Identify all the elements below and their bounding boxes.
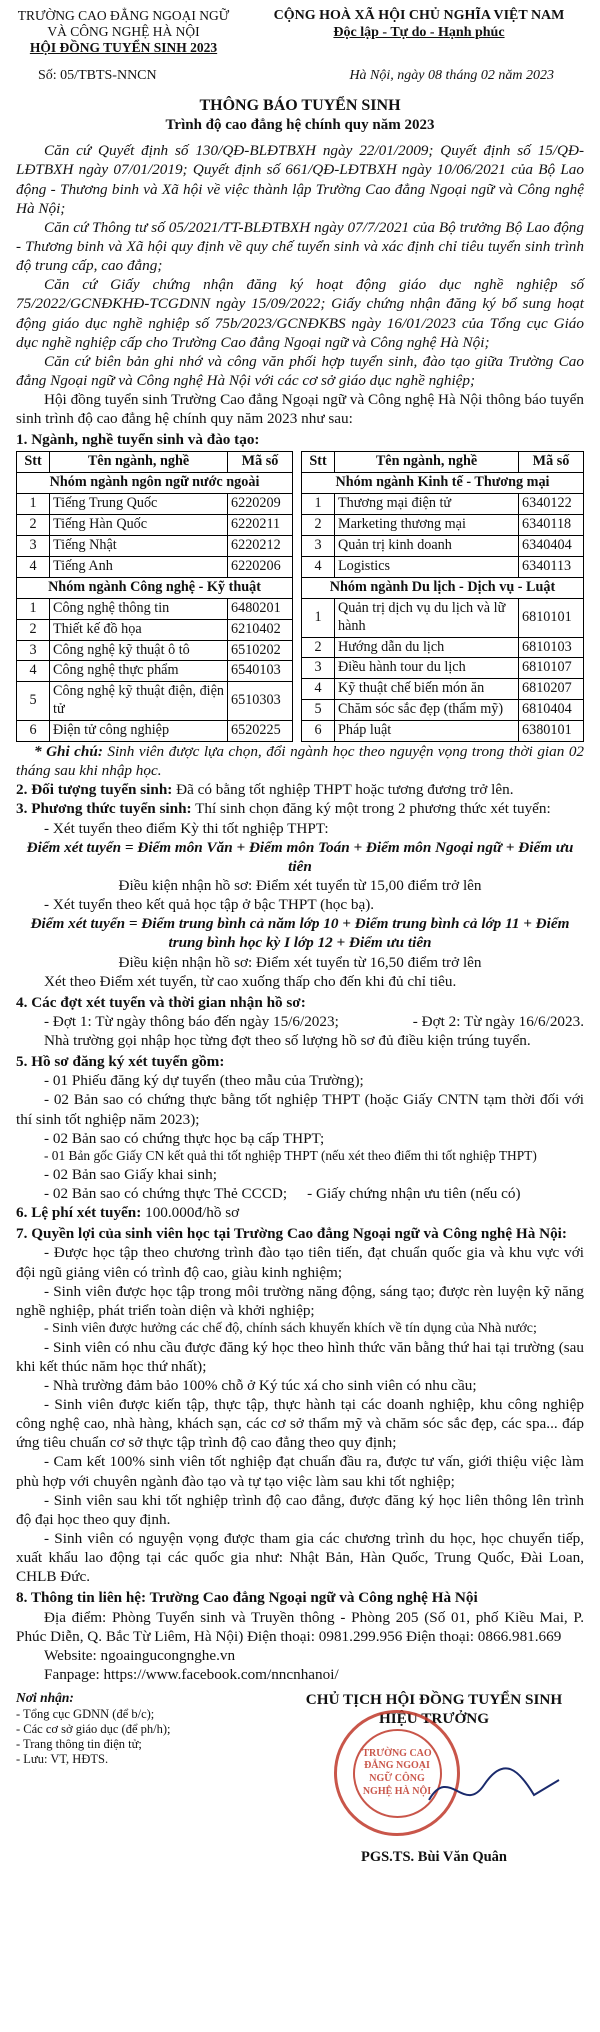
cell-name: Thương mại điện tử [335, 494, 519, 515]
intro-paragraph: Căn cứ Quyết định số 130/QĐ-BLĐTBXH ngày 22/01/2009; Quyết định số 15/QĐ-LĐTBXH ngày 07/01/2019; Quyết định số 661/QĐ-LĐTBXH ngày 10/06/2021 của Bộ Lao động - Thương binh và Xã hội về việc thành lập Trường Cao đẳng Ngoại ngữ và Công nghệ Hà Nội; [16, 142, 584, 217]
council-name: HỘI ĐỒNG TUYỂN SINH 2023 [29, 40, 218, 56]
dossier-item: - Giấy chứng nhận ưu tiên (nếu có) [307, 1184, 521, 1202]
table-row [302, 598, 584, 637]
cell-name: Điều hành tour du lịch [335, 658, 519, 679]
recipient-item: - Trang thông tin điện tử; [16, 1737, 142, 1752]
benefit-item: - Sinh viên được kiến tập, thực tập, thực hành tại các doanh nghiệp, khu công nghiệp công nghệ cao, nhà hàng, khách sạn, các cơ sở thẩm mỹ và chăm sóc sắc đẹp, các spa... đáp ứng tiêu chuẩn cơ sở thực tập trình độ cao đẳng theo quy định; [16, 1395, 584, 1452]
table-row [302, 721, 584, 742]
condition-1: Điều kiện nhận hồ sơ: Điểm xét tuyển từ 15,00 điểm trở lên [118, 876, 482, 894]
section-3-text: Thí sinh chọn đăng ký một trong 2 phương thức xét tuyển: [191, 800, 551, 818]
cell-name: Tiếng Hàn Quốc [50, 515, 228, 536]
table-row [302, 494, 584, 515]
doc-number: Số: 05/TBTS-NNCN [38, 67, 157, 83]
table-row [302, 700, 584, 721]
note-text: Sinh viên được lựa chọn, đổi ngành học theo nguyện vọng trong thời gian 02 tháng sau khi nhập học. [16, 742, 585, 780]
section-7-heading: 7. Quyền lợi của sinh viên học tại Trường Cao đẳng Ngoại ngữ và Công nghệ Hà Nội: [16, 1225, 567, 1243]
cell-stt: 6 [302, 721, 335, 742]
table-row [17, 494, 293, 515]
cell-stt: 2 [17, 515, 50, 536]
cell-stt: 2 [302, 515, 335, 536]
benefit-item: - Sinh viên được hưởng các chế độ, chính sách khuyến khích về tín dụng của Nhà nước; [44, 1320, 537, 1336]
signer-block [284, 1690, 584, 1870]
dossier-item: - 02 Bản sao có chứng thực học bạ cấp THPT; [44, 1129, 325, 1147]
cell-stt: 4 [302, 679, 335, 700]
contact-address: Địa điểm: Phòng Tuyển sinh và Truyền thông - Phòng 205 (Số 01, phố Kiều Mai, P. Phúc Diễn, Q. Bắc Từ Liêm, Hà Nội) Điện thoại: 0981.299.956 Điện thoại: 0866.981.669 [16, 1608, 584, 1645]
round-1: - Đợt 1: Từ ngày thông báo đến ngày 15/6/2023; [44, 1012, 339, 1030]
round-2: - Đợt 2: Từ ngày 16/6/2023. [412, 1012, 584, 1030]
table-row [302, 658, 584, 679]
recipient-item: - Tổng cục GDNN (để b/c); [16, 1706, 155, 1721]
cell-name: Tiếng Anh [50, 556, 228, 577]
cell-name: Quản trị dịch vụ du lịch và lữ hành [335, 598, 519, 637]
section-1-heading: 1. Ngành, nghề tuyển sinh và đào tạo: [16, 431, 260, 449]
cell-stt: 4 [17, 661, 50, 682]
round-note: Nhà trường gọi nhập học từng đợt theo số lượng hồ sơ đủ điều kiện trúng tuyển. [44, 1032, 531, 1050]
signer-role: HIỆU TRƯỞNG [378, 1710, 490, 1728]
table-group-row [302, 473, 584, 494]
benefit-item: - Cam kết 100% sinh viên tốt nghiệp đạt chuẩn đầu ra, được tư vấn, giới thiệu việc làm phù hợp với chuyên ngành đào tạo và tự tạo việc làm sau khi tốt nghiệp; [16, 1453, 584, 1490]
section-6-text: 100.000đ/hồ sơ [141, 1204, 240, 1222]
method-1: - Xét tuyển theo điểm Kỳ thi tốt nghiệp THPT: [44, 819, 329, 837]
section-6 [16, 1203, 584, 1222]
cell-stt: 5 [302, 700, 335, 721]
formula-2: Điểm xét tuyển = Điểm trung bình cả năm lớp 10 + Điểm trung bình cả lớp 11 + Điểm trung bình học kỳ I lớp 12 + Điểm ưu tiên [30, 915, 570, 952]
note-label: * Ghi chú: [34, 742, 103, 760]
recipient-item: - Các cơ sở giáo dục (để ph/h); [16, 1721, 171, 1736]
table-row [302, 679, 584, 700]
table-group-label: Nhóm ngành Du lịch - Dịch vụ - Luật [302, 577, 584, 598]
school-name-2: VÀ CÔNG NGHỆ HÀ NỘI [47, 24, 200, 40]
table-row [17, 619, 293, 640]
cell-name: Logistics [335, 556, 519, 577]
cell-code: 6810107 [519, 658, 584, 679]
cell-code: 6810404 [519, 700, 584, 721]
benefit-item: - Sinh viên có nguyện vọng được tham gia các chương trình du học, học chuyển tiếp, xuất khẩu lao động tại các quốc gia như: Nhật Bản, Hàn Quốc, Trung Quốc, Đài Loan, CHLB Đức. [16, 1529, 584, 1586]
intro-block [16, 141, 584, 428]
col-code: Mã số [228, 452, 293, 473]
dossier-item: - 01 Phiếu đăng ký dự tuyển (theo mẫu của Trường); [44, 1072, 364, 1090]
benefit-item: - Sinh viên có nhu cầu được đăng ký học theo hình thức văn bằng thứ hai tại trường (sau khi kết thúc năm học thứ nhất); [16, 1338, 584, 1375]
signer-title: CHỦ TỊCH HỘI ĐỒNG TUYỂN SINH [305, 1691, 563, 1709]
section-2 [16, 780, 584, 799]
cell-name: Công nghệ thực phẩm [50, 661, 228, 682]
majors-table-left [16, 451, 293, 741]
benefit-item: - Được học tập theo chương trình đào tạo tiên tiến, đạt chuẩn quốc gia và khu vực với đội ngũ giảng viên có trình độ cao, giàu kinh nghiệm; [16, 1244, 584, 1281]
table-row [17, 640, 293, 661]
cell-name: Kỹ thuật chế biến món ăn [335, 679, 519, 700]
signature-area [16, 1690, 584, 1870]
note [16, 742, 584, 780]
cell-code: 6220212 [228, 536, 293, 557]
cell-code: 6480201 [228, 598, 293, 619]
cell-code: 6340404 [519, 536, 584, 557]
table-group-label: Nhóm ngành Kinh tế - Thương mại [302, 473, 584, 494]
section-5-heading: 5. Hồ sơ đăng ký xét tuyển gồm: [16, 1053, 225, 1071]
majors-table-right [301, 451, 584, 741]
cell-code: 6220206 [228, 556, 293, 577]
cell-code: 6380101 [519, 721, 584, 742]
cell-code: 6340113 [519, 556, 584, 577]
cell-name: Điện tử công nghiệp [50, 721, 228, 742]
intro-paragraph: Hội đồng tuyển sinh Trường Cao đẳng Ngoại ngữ và Công nghệ Hà Nội thông báo tuyển sinh trình độ cao đẳng hệ chính quy năm 2023 như sau: [16, 391, 584, 428]
stamp-text: TRƯỜNG CAO ĐẲNG NGOẠI NGỮ CÔNG NGHỆ HÀ NỘI [362, 1747, 432, 1797]
sort-rule: Xét theo Điểm xét tuyển, từ cao xuống thấp cho đến khi đủ chỉ tiêu. [44, 972, 457, 990]
table-group-row [302, 577, 584, 598]
cell-name: Tiếng Nhật [50, 536, 228, 557]
header-left [16, 8, 231, 57]
cell-code: 6510202 [228, 640, 293, 661]
method-2: - Xét tuyển theo kết quả học tập ở bậc THPT (học bạ). [44, 896, 375, 914]
cell-stt: 3 [17, 640, 50, 661]
cell-stt: 3 [302, 536, 335, 557]
cell-name: Marketing thương mại [335, 515, 519, 536]
table-row [17, 661, 293, 682]
cell-stt: 2 [17, 619, 50, 640]
table-row [17, 556, 293, 577]
majors-tables [16, 451, 584, 741]
formula-1: Điểm xét tuyển = Điểm môn Văn + Điểm môn Toán + Điểm môn Ngoại ngữ + Điểm ưu tiên [26, 838, 574, 875]
cell-stt: 4 [302, 556, 335, 577]
table-group-label: Nhóm ngành ngôn ngữ nước ngoài [17, 473, 293, 494]
contact-website[interactable]: Website: ngoaingucongnghe.vn [44, 1646, 236, 1664]
recipients [16, 1690, 246, 1870]
cell-name: Công nghệ kỹ thuật ô tô [50, 640, 228, 661]
col-stt: Stt [302, 452, 335, 473]
col-name: Tên ngành, nghề [335, 452, 519, 473]
table-row [17, 598, 293, 619]
cell-code: 6340122 [519, 494, 584, 515]
section-2-text: Đã có bằng tốt nghiệp THPT hoặc tương đương trở lên. [172, 781, 514, 799]
document [16, 0, 584, 1870]
dossier-item-row [16, 1184, 584, 1203]
cell-stt: 3 [17, 536, 50, 557]
table-group-row [17, 473, 293, 494]
intro-paragraph: Căn cứ biên bản ghi nhớ và công văn phối hợp tuyển sinh, đào tạo giữa Trường Cao đẳng Ngoại ngữ và Công nghệ Hà Nội với các cơ sở giáo dục nghề nghiệp; [16, 352, 584, 389]
cell-code: 6540103 [228, 661, 293, 682]
cell-name: Công nghệ thông tin [50, 598, 228, 619]
dossier-item: - 01 Bản gốc Giấy CN kết quả thi tốt nghiệp THPT (nếu xét theo điểm thi tốt nghiệp THPT) [44, 1147, 537, 1163]
section-3 [16, 799, 584, 818]
cell-code: 6810207 [519, 679, 584, 700]
contact-fanpage[interactable]: Fanpage: https://www.facebook.com/nncnhanoi/ [44, 1665, 339, 1683]
table-row [17, 536, 293, 557]
col-code: Mã số [519, 452, 584, 473]
section-6-label: 6. Lệ phí xét tuyển: [16, 1204, 142, 1222]
cell-stt: 1 [302, 598, 335, 637]
header-right [254, 8, 584, 42]
cell-stt: 1 [17, 598, 50, 619]
cell-name: Pháp luật [335, 721, 519, 742]
national-motto: Độc lập - Tự do - Hạnh phúc [333, 24, 505, 40]
cell-code: 6520225 [228, 721, 293, 742]
rounds [16, 1012, 584, 1031]
signer-name: PGS.TS. Bùi Văn Quân [360, 1848, 507, 1865]
benefit-item: - Sinh viên sau khi tốt nghiệp trình độ cao đẳng, được đăng ký học liên thông lên trình độ đại học theo quy định. [16, 1491, 584, 1528]
table-row [302, 637, 584, 658]
cell-name: Thiết kế đồ họa [50, 619, 228, 640]
section-3-label: 3. Phương thức tuyển sinh: [16, 800, 192, 818]
col-name: Tên ngành, nghề [50, 452, 228, 473]
doc-title: THÔNG BÁO TUYỂN SINH [199, 97, 401, 115]
table-row [17, 721, 293, 742]
header [16, 8, 584, 57]
table-row [302, 515, 584, 536]
recipients-title: Nơi nhận: [16, 1690, 74, 1706]
dossier-item: - 02 Bản sao có chứng thực Thẻ CCCD; [44, 1184, 288, 1202]
table-row [17, 515, 293, 536]
section-8-heading: 8. Thông tin liên hệ: Trường Cao đẳng Ngoại ngữ và Công nghệ Hà Nội [16, 1589, 478, 1607]
cell-code: 6810101 [519, 598, 584, 637]
table-row [17, 682, 293, 721]
doc-meta [16, 67, 584, 85]
benefit-item: - Nhà trường đảm bảo 100% chỗ ở Ký túc xá cho sinh viên có nhu cầu; [44, 1376, 477, 1394]
cell-name: Quản trị kinh doanh [335, 536, 519, 557]
cell-name: Hướng dẫn du lịch [335, 637, 519, 658]
cell-stt: 1 [302, 494, 335, 515]
intro-paragraph: Căn cứ Giấy chứng nhận đăng ký hoạt động giáo dục nghề nghiệp số 75/2022/GCNĐKHĐ-TCGDNN ngày 15/09/2022; Giấy chứng nhận đăng ký bổ sung hoạt động giáo dục nghề nghiệp số 75b/2023/GCNĐKBS ngày 16/01/2023 của Tổng cục Giáo dục nghề nghiệp cấp cho Trường Cao đẳng Ngoại ngữ và Công nghệ Hà Nội; [16, 276, 584, 351]
recipient-item: - Lưu: VT, HĐTS. [16, 1752, 109, 1767]
cell-stt: 3 [302, 658, 335, 679]
cell-code: 6220211 [228, 515, 293, 536]
section-2-label: 2. Đối tượng tuyển sinh: [16, 781, 173, 799]
section-4-heading: 4. Các đợt xét tuyển và thời gian nhận hồ sơ: [16, 993, 306, 1011]
col-stt: Stt [17, 452, 50, 473]
school-name-1: TRƯỜNG CAO ĐẲNG NGOẠI NGỮ [17, 8, 230, 23]
national-title: CỘNG HOÀ XÃ HỘI CHỦ NGHĨA VIỆT NAM [273, 8, 565, 23]
table-group-row [17, 577, 293, 598]
cell-code: 6340118 [519, 515, 584, 536]
doc-subtitle: Trình độ cao đẳng hệ chính quy năm 2023 [165, 117, 435, 134]
benefit-item: - Sinh viên được học tập trong môi trường năng động, sáng tạo; được rèn luyện kỹ năng nghề nghiệp, phát triển toàn diện và khởi nghiệp; [16, 1282, 584, 1319]
doc-date: Hà Nội, ngày 08 tháng 02 năm 2023 [349, 67, 554, 83]
table-row [302, 556, 584, 577]
cell-code: 6510303 [228, 682, 293, 721]
cell-stt: 6 [17, 721, 50, 742]
cell-name: Tiếng Trung Quốc [50, 494, 228, 515]
cell-code: 6220209 [228, 494, 293, 515]
intro-paragraph: Căn cứ Thông tư số 05/2021/TT-BLĐTBXH ngày 07/7/2021 của Bộ trưởng Bộ Lao động - Thương binh và Xã hội quy định về quy chế tuyển sinh và xác định chỉ tiêu tuyển sinh trình độ trung cấp, cao đẳng; [16, 218, 584, 275]
signature-icon [424, 1760, 564, 1820]
condition-2: Điều kiện nhận hồ sơ: Điểm xét tuyển từ 16,50 điểm trở lên [118, 953, 482, 971]
doc-title-block [16, 96, 584, 135]
dossier-item: - 02 Bản sao có chứng thực bằng tốt nghiệp THPT (hoặc Giấy CNTN tạm thời đối với thí sinh tốt nghiệp năm 2023); [16, 1091, 584, 1128]
cell-stt: 5 [17, 682, 50, 721]
table-group-label: Nhóm ngành Công nghệ - Kỹ thuật [17, 577, 293, 598]
dossier-item: - 02 Bản sao Giấy khai sinh; [44, 1165, 217, 1183]
table-row [302, 536, 584, 557]
cell-code: 6810103 [519, 637, 584, 658]
cell-stt: 1 [17, 494, 50, 515]
cell-code: 6210402 [228, 619, 293, 640]
cell-name: Chăm sóc sắc đẹp (thẩm mỹ) [335, 700, 519, 721]
cell-name: Công nghệ kỹ thuật điện, điện tử [50, 682, 228, 721]
cell-stt: 4 [17, 556, 50, 577]
cell-stt: 2 [302, 637, 335, 658]
